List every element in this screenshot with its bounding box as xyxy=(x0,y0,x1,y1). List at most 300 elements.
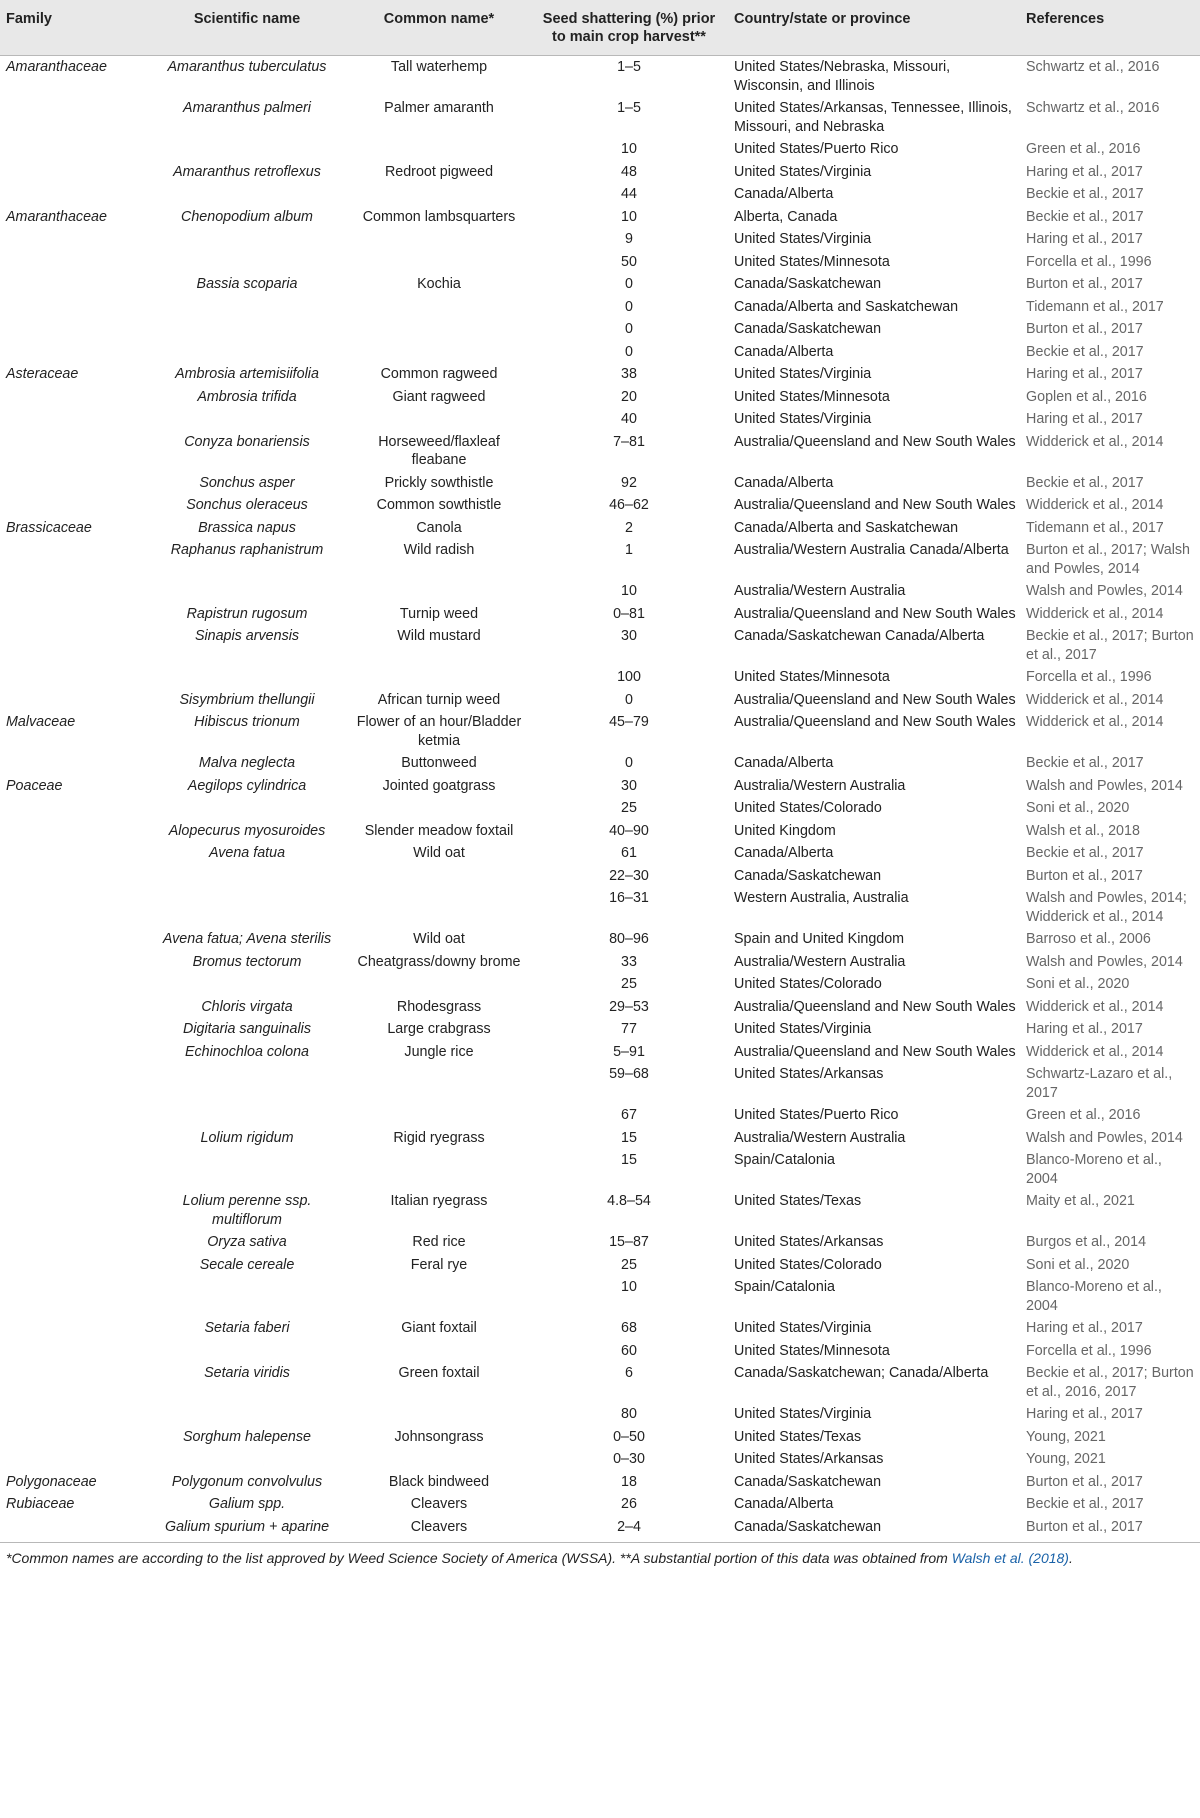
cell-country: Canada/Saskatchewan xyxy=(734,321,882,337)
cell-seed-shattering: 100 xyxy=(617,669,641,685)
cell-common-name xyxy=(348,251,528,274)
cell-seed-shattering: 48 xyxy=(621,163,637,180)
cell-country: Australia/Western Australia xyxy=(734,1129,906,1146)
table-body xyxy=(0,56,1200,1543)
cell-common-name xyxy=(348,1340,528,1363)
cell-family: Amaranthaceae xyxy=(6,208,107,225)
cell-reference[interactable]: Beckie et al., 2017; Burton et al., 2016, 2017 xyxy=(1026,1365,1194,1400)
cell-reference[interactable]: Haring et al., 2017 xyxy=(1026,1021,1143,1037)
table-row xyxy=(0,228,1200,251)
table-header xyxy=(0,0,1200,56)
cell-reference[interactable]: Walsh et al., 2018 xyxy=(1026,822,1140,839)
cell-scientific-name: Setaria faberi xyxy=(204,1320,290,1336)
cell-reference[interactable]: Burton et al., 2017 xyxy=(1026,1473,1143,1490)
cell-scientific-name xyxy=(144,865,348,888)
cell-seed-shattering: 1–5 xyxy=(617,59,641,75)
cell-reference[interactable]: Schwartz-Lazaro et al., 2017 xyxy=(1026,1066,1173,1101)
cell-scientific-name xyxy=(144,1276,348,1317)
table-row xyxy=(0,1127,1200,1150)
cell-country: United States/Virginia xyxy=(734,411,872,427)
cell-family xyxy=(0,689,144,712)
cell-scientific-name xyxy=(144,318,348,341)
table-row xyxy=(0,887,1200,928)
cell-family: Malvaceae xyxy=(6,714,76,730)
cell-seed-shattering: 38 xyxy=(621,366,637,382)
cell-reference[interactable]: Young, 2021 xyxy=(1026,1451,1106,1467)
cell-common-name: Giant foxtail xyxy=(401,1320,477,1336)
cell-common-name xyxy=(348,1104,528,1127)
cell-reference[interactable]: Blanco-Moreno et al., 2004 xyxy=(1026,1152,1162,1187)
cell-scientific-name: Avena fatua xyxy=(208,845,286,861)
cell-family xyxy=(0,183,144,206)
cell-seed-shattering: 10 xyxy=(621,1279,637,1295)
cell-country: Canada/Alberta xyxy=(734,474,834,491)
cell-reference[interactable]: Walsh and Powles, 2014; Widderick et al., 2014 xyxy=(1026,890,1187,925)
cell-scientific-name: Ambrosia trifida xyxy=(197,388,297,405)
cell-country: Canada/Saskatchewan xyxy=(734,276,882,292)
cell-seed-shattering: 25 xyxy=(621,800,637,816)
cell-seed-shattering: 1 xyxy=(625,542,633,558)
table-row xyxy=(0,1362,1200,1403)
cell-scientific-name: Secale cereale xyxy=(199,1256,295,1273)
cell-common-name xyxy=(348,1448,528,1471)
table-row xyxy=(0,1403,1200,1426)
cell-common-name xyxy=(348,318,528,341)
cell-common-name: Tall waterhemp xyxy=(390,59,488,75)
table-row xyxy=(0,273,1200,296)
cell-reference[interactable]: Haring et al., 2017 xyxy=(1026,366,1143,382)
table-row xyxy=(0,1426,1200,1449)
cell-reference[interactable]: Burton et al., 2017 xyxy=(1026,321,1143,337)
cell-family: Rubiaceae xyxy=(6,1496,75,1512)
cell-common-name xyxy=(348,183,528,206)
table-row xyxy=(0,494,1200,517)
cell-reference[interactable]: Beckie et al., 2017 xyxy=(1026,1496,1144,1512)
cell-reference[interactable]: Soni et al., 2020 xyxy=(1026,976,1130,992)
cell-scientific-name: Rapistrun rugosum xyxy=(186,605,308,622)
cell-reference[interactable]: Walsh and Powles, 2014 xyxy=(1026,777,1183,794)
cell-country: United States/Arkansas xyxy=(734,1451,884,1467)
cell-seed-shattering: 6 xyxy=(625,1365,633,1381)
table-row xyxy=(0,1018,1200,1041)
table-row xyxy=(0,341,1200,364)
cell-seed-shattering: 10 xyxy=(621,208,637,225)
cell-seed-shattering: 30 xyxy=(621,628,637,644)
cell-seed-shattering: 20 xyxy=(621,388,637,405)
cell-country: United States/Virginia xyxy=(734,1021,872,1037)
cell-family xyxy=(0,1340,144,1363)
cell-family xyxy=(0,842,144,865)
cell-reference[interactable]: Forcella et al., 1996 xyxy=(1026,1342,1152,1359)
cell-scientific-name xyxy=(144,251,348,274)
cell-scientific-name: Ambrosia artemisiifolia xyxy=(175,366,319,382)
header-country: Country/state or province xyxy=(728,0,1020,56)
footnote-end: . xyxy=(1068,1550,1073,1566)
cell-country: Canada/Alberta xyxy=(734,845,834,861)
cell-scientific-name xyxy=(144,797,348,820)
cell-seed-shattering: 2 xyxy=(625,519,633,536)
cell-reference[interactable]: Beckie et al., 2017 xyxy=(1026,845,1144,861)
cell-seed-shattering: 15–87 xyxy=(609,1234,649,1250)
cell-family xyxy=(0,996,144,1019)
cell-country: United States/Colorado xyxy=(734,976,882,992)
table-row xyxy=(0,580,1200,603)
cell-reference[interactable]: Green et al., 2016 xyxy=(1026,1107,1141,1123)
cell-seed-shattering: 80–96 xyxy=(609,931,649,947)
cell-reference[interactable]: Beckie et al., 2017 xyxy=(1026,343,1144,360)
cell-common-name: Red rice xyxy=(412,1234,466,1250)
cell-common-name xyxy=(348,865,528,888)
cell-family xyxy=(0,1426,144,1449)
cell-reference[interactable]: Walsh and Powles, 2014 xyxy=(1026,953,1183,970)
cell-common-name: Rigid ryegrass xyxy=(393,1129,485,1146)
cell-country: Australia/Western Australia Canada/Alberta xyxy=(734,542,1009,558)
cell-seed-shattering: 0 xyxy=(625,343,633,360)
cell-scientific-name xyxy=(144,296,348,319)
table-row xyxy=(0,517,1200,540)
cell-common-name: Italian ryegrass xyxy=(390,1193,488,1209)
cell-seed-shattering: 4.8–54 xyxy=(607,1193,651,1209)
table-row xyxy=(0,666,1200,689)
cell-reference[interactable]: Tidemann et al., 2017 xyxy=(1026,519,1164,536)
cell-family xyxy=(0,1448,144,1471)
cell-seed-shattering: 29–53 xyxy=(609,998,649,1015)
cell-family xyxy=(0,494,144,517)
cell-country: United States/Texas xyxy=(734,1428,862,1445)
cell-family xyxy=(0,228,144,251)
cell-reference[interactable]: Green et al., 2016 xyxy=(1026,141,1141,157)
cell-family xyxy=(0,797,144,820)
cell-reference[interactable]: Barroso et al., 2006 xyxy=(1026,931,1151,947)
table-row xyxy=(0,56,1200,98)
cell-country: Australia/Queensland and New South Wales xyxy=(734,714,1016,730)
cell-reference[interactable]: Schwartz et al., 2016 xyxy=(1026,59,1160,75)
table-row xyxy=(0,1104,1200,1127)
cell-scientific-name: Sorghum halepense xyxy=(183,1428,311,1445)
cell-common-name: Turnip weed xyxy=(399,605,479,622)
cell-country: Western Australia, Australia xyxy=(734,890,909,906)
cell-common-name: Common lambsquarters xyxy=(362,208,516,225)
cell-scientific-name xyxy=(144,341,348,364)
table-row xyxy=(0,1063,1200,1104)
cell-family xyxy=(0,666,144,689)
cell-seed-shattering: 9 xyxy=(625,231,633,247)
cell-seed-shattering: 0 xyxy=(625,691,633,708)
cell-country: Canada/Saskatchewan xyxy=(734,1518,882,1535)
table-row xyxy=(0,752,1200,775)
cell-family xyxy=(0,296,144,319)
cell-country: Canada/Saskatchewan; Canada/Alberta xyxy=(734,1365,989,1381)
table-row xyxy=(0,431,1200,472)
cell-common-name: Redroot pigweed xyxy=(384,163,494,180)
cell-common-name xyxy=(348,296,528,319)
cell-scientific-name xyxy=(144,1063,348,1104)
cell-scientific-name: Amaranthus tuberculatus xyxy=(167,59,327,75)
table-row xyxy=(0,1254,1200,1277)
cell-family xyxy=(0,625,144,666)
cell-common-name xyxy=(348,1403,528,1426)
cell-seed-shattering: 16–31 xyxy=(609,890,649,906)
table-row xyxy=(0,820,1200,843)
table-row xyxy=(0,318,1200,341)
cell-reference[interactable]: Beckie et al., 2017 xyxy=(1026,208,1144,225)
cell-reference[interactable]: Young, 2021 xyxy=(1026,1428,1106,1445)
cell-country: United States/Minnesota xyxy=(734,388,890,405)
cell-seed-shattering: 80 xyxy=(621,1406,637,1422)
table-row xyxy=(0,1149,1200,1190)
cell-seed-shattering: 92 xyxy=(621,474,637,491)
cell-family xyxy=(0,951,144,974)
cell-country: United States/Nebraska, Missouri, Wisconsin, and Illinois xyxy=(734,59,951,94)
header-family: Family xyxy=(0,0,144,56)
cell-family xyxy=(0,973,144,996)
cell-seed-shattering: 15 xyxy=(621,1129,637,1146)
cell-common-name xyxy=(348,228,528,251)
cell-reference[interactable]: Beckie et al., 2017; Burton et al., 2017 xyxy=(1026,628,1194,663)
cell-country: Australia/Western Australia xyxy=(734,777,906,794)
cell-scientific-name: Sinapis arvensis xyxy=(194,628,300,644)
cell-common-name: Kochia xyxy=(417,276,461,292)
cell-reference[interactable]: Widderick et al., 2014 xyxy=(1026,605,1164,622)
cell-seed-shattering: 25 xyxy=(621,1256,637,1273)
cell-reference[interactable]: Widderick et al., 2014 xyxy=(1026,497,1164,513)
cell-scientific-name: Avena fatua; Avena sterilis xyxy=(162,931,332,947)
table-row xyxy=(0,865,1200,888)
cell-common-name: Rhodesgrass xyxy=(396,998,482,1015)
cell-reference[interactable]: Walsh and Powles, 2014 xyxy=(1026,1129,1183,1146)
cell-reference[interactable]: Goplen et al., 2016 xyxy=(1026,388,1147,405)
cell-scientific-name: Aegilops cylindrica xyxy=(187,777,307,794)
cell-common-name: Buttonweed xyxy=(401,755,477,771)
cell-scientific-name: Galium spurium + aparine xyxy=(164,1518,330,1535)
cell-scientific-name: Lolium perenne ssp. multiflorum xyxy=(182,1193,312,1228)
cell-country: United States/Virginia xyxy=(734,1406,872,1422)
table-row xyxy=(0,711,1200,752)
cell-scientific-name: Sisymbrium thellungii xyxy=(179,691,315,708)
cell-reference[interactable]: Soni et al., 2020 xyxy=(1026,1256,1130,1273)
cell-family xyxy=(0,539,144,580)
cell-country: Australia/Queensland and New South Wales xyxy=(734,998,1016,1015)
cell-seed-shattering: 67 xyxy=(621,1107,637,1123)
cell-scientific-name: Polygonum convolvulus xyxy=(171,1473,323,1490)
cell-common-name: Cleavers xyxy=(410,1518,468,1535)
cell-common-name: Palmer amaranth xyxy=(384,100,494,116)
cell-country: United States/Colorado xyxy=(734,1256,882,1273)
cell-seed-shattering: 10 xyxy=(621,141,637,157)
cell-reference[interactable]: Burton et al., 2017 xyxy=(1026,1518,1143,1535)
cell-seed-shattering: 18 xyxy=(621,1473,637,1490)
cell-family xyxy=(0,1104,144,1127)
cell-country: United States/Minnesota xyxy=(734,253,890,270)
cell-country: United States/Minnesota xyxy=(734,1342,890,1359)
table-row xyxy=(0,472,1200,495)
cell-reference[interactable]: Haring et al., 2017 xyxy=(1026,1406,1143,1422)
cell-scientific-name xyxy=(144,228,348,251)
cell-reference[interactable]: Forcella et al., 1996 xyxy=(1026,253,1152,270)
table-row xyxy=(0,842,1200,865)
cell-seed-shattering: 0 xyxy=(625,321,633,337)
cell-family xyxy=(0,273,144,296)
cell-seed-shattering: 0–50 xyxy=(613,1428,645,1445)
cell-country: United States/Arkansas, Tennessee, Illinois, Missouri, and Nebraska xyxy=(734,100,1012,135)
cell-family xyxy=(0,1018,144,1041)
cell-seed-shattering: 50 xyxy=(621,253,637,270)
cell-common-name: Common ragweed xyxy=(380,366,498,382)
cell-reference[interactable]: Haring et al., 2017 xyxy=(1026,1320,1143,1336)
cell-reference[interactable]: Walsh and Powles, 2014 xyxy=(1026,583,1183,599)
cell-country: United States/Virginia xyxy=(734,231,872,247)
cell-scientific-name: Galium spp. xyxy=(208,1496,286,1512)
cell-country: Canada/Saskatchewan Canada/Alberta xyxy=(734,628,985,644)
table-row xyxy=(0,973,1200,996)
cell-reference[interactable]: Widderick et al., 2014 xyxy=(1026,714,1164,730)
header-row xyxy=(0,0,1200,56)
cell-country: United States/Minnesota xyxy=(734,669,890,685)
cell-country: Australia/Queensland and New South Wales xyxy=(734,433,1016,450)
cell-reference[interactable]: Tidemann et al., 2017 xyxy=(1026,298,1164,315)
cell-scientific-name: Brassica napus xyxy=(198,519,296,536)
cell-seed-shattering: 40 xyxy=(621,411,637,427)
cell-common-name: Large crabgrass xyxy=(387,1021,491,1037)
cell-country: Spain and United Kingdom xyxy=(734,931,905,947)
table-row xyxy=(0,1190,1200,1231)
cell-family xyxy=(0,603,144,626)
cell-scientific-name: Amaranthus palmeri xyxy=(183,100,311,116)
cell-country: United States/Virginia xyxy=(734,163,872,180)
cell-country: United States/Puerto Rico xyxy=(734,1107,899,1123)
cell-reference[interactable]: Forcella et al., 1996 xyxy=(1026,669,1152,685)
cell-reference[interactable]: Soni et al., 2020 xyxy=(1026,800,1130,816)
cell-country: United States/Virginia xyxy=(734,1320,872,1336)
cell-reference[interactable]: Beckie et al., 2017 xyxy=(1026,755,1144,771)
cell-scientific-name xyxy=(144,1340,348,1363)
table-row xyxy=(0,1493,1200,1516)
cell-common-name xyxy=(348,580,528,603)
cell-reference[interactable]: Widderick et al., 2014 xyxy=(1026,433,1164,450)
cell-common-name: Canola xyxy=(416,519,462,536)
cell-family xyxy=(0,431,144,472)
cell-reference[interactable]: Schwartz et al., 2016 xyxy=(1026,100,1160,116)
cell-reference[interactable]: Burton et al., 2017 xyxy=(1026,276,1143,292)
cell-family xyxy=(0,1362,144,1403)
cell-common-name xyxy=(348,1276,528,1317)
cell-country: Canada/Saskatchewan xyxy=(734,867,882,884)
cell-common-name: Horseweed/flaxleaf fleabane xyxy=(378,433,500,468)
cell-scientific-name: Amaranthus retroflexus xyxy=(173,163,321,180)
cell-common-name xyxy=(348,408,528,431)
cell-country: Alberta, Canada xyxy=(734,208,838,225)
cell-family xyxy=(0,1403,144,1426)
cell-country: Canada/Alberta and Saskatchewan xyxy=(734,298,959,315)
cell-seed-shattering: 15 xyxy=(621,1152,637,1168)
cell-country: United States/Puerto Rico xyxy=(734,141,899,157)
cell-reference[interactable]: Burgos et al., 2014 xyxy=(1026,1234,1147,1250)
cell-reference[interactable]: Burton et al., 2017 xyxy=(1026,867,1143,884)
cell-reference[interactable]: Haring et al., 2017 xyxy=(1026,231,1143,247)
cell-seed-shattering: 0 xyxy=(625,276,633,292)
cell-common-name: Black bindweed xyxy=(388,1473,490,1490)
cell-family: Brassicaceae xyxy=(6,519,92,536)
cell-reference[interactable]: Maity et al., 2021 xyxy=(1026,1193,1135,1209)
header-common-name: Common name* xyxy=(348,0,528,56)
cell-scientific-name: Setaria viridis xyxy=(204,1365,290,1381)
cell-common-name: Common sowthistle xyxy=(376,497,502,513)
cell-common-name: Jointed goatgrass xyxy=(382,777,496,794)
cell-country: United States/Virginia xyxy=(734,366,872,382)
table-row xyxy=(0,928,1200,951)
cell-country: United States/Texas xyxy=(734,1193,862,1209)
cell-reference[interactable]: Burton et al., 2017; Walsh and Powles, 2014 xyxy=(1026,542,1190,577)
table-row xyxy=(0,539,1200,580)
cell-seed-shattering: 0 xyxy=(625,755,633,771)
header-references: References xyxy=(1020,0,1200,56)
cell-reference[interactable]: Widderick et al., 2014 xyxy=(1026,1043,1164,1060)
table-row xyxy=(0,689,1200,712)
cell-common-name: Giant ragweed xyxy=(392,388,486,405)
cell-reference[interactable]: Widderick et al., 2014 xyxy=(1026,691,1164,708)
cell-reference[interactable]: Beckie et al., 2017 xyxy=(1026,186,1144,202)
cell-country: Australia/Western Australia xyxy=(734,953,906,970)
cell-common-name xyxy=(348,973,528,996)
cell-common-name: Jungle rice xyxy=(404,1043,474,1060)
cell-family: Poaceae xyxy=(6,777,63,794)
cell-scientific-name: Chenopodium album xyxy=(181,208,313,225)
cell-scientific-name xyxy=(144,666,348,689)
cell-scientific-name xyxy=(144,408,348,431)
cell-common-name xyxy=(348,797,528,820)
cell-country: Australia/Western Australia xyxy=(734,583,906,599)
cell-reference[interactable]: Widderick et al., 2014 xyxy=(1026,998,1164,1015)
cell-family xyxy=(0,820,144,843)
cell-common-name: Wild mustard xyxy=(397,628,481,644)
cell-family: Amaranthaceae xyxy=(6,59,107,75)
cell-seed-shattering: 30 xyxy=(621,777,637,794)
cell-scientific-name xyxy=(144,887,348,928)
cell-common-name: Wild oat xyxy=(413,931,465,947)
cell-reference[interactable]: Haring et al., 2017 xyxy=(1026,411,1143,427)
cell-reference[interactable]: Blanco-Moreno et al., 2004 xyxy=(1026,1279,1162,1314)
cell-country: Australia/Queensland and New South Wales xyxy=(734,691,1016,708)
cell-seed-shattering: 1–5 xyxy=(617,100,641,116)
table-row xyxy=(0,1471,1200,1494)
cell-scientific-name xyxy=(144,1104,348,1127)
cell-common-name: Slender meadow foxtail xyxy=(364,822,514,839)
cell-reference[interactable]: Beckie et al., 2017 xyxy=(1026,474,1144,491)
cell-scientific-name: Malva neglecta xyxy=(198,755,296,771)
cell-scientific-name: Bromus tectorum xyxy=(192,953,302,970)
cell-scientific-name xyxy=(144,1403,348,1426)
cell-common-name: Feral rye xyxy=(410,1256,468,1273)
footnote-reference-link[interactable]: Walsh et al. (2018) xyxy=(951,1550,1069,1566)
table-row xyxy=(0,1516,1200,1543)
cell-common-name: Flower of an hour/Bladder ketmia xyxy=(356,714,522,749)
table-row xyxy=(0,386,1200,409)
table-row xyxy=(0,97,1200,138)
cell-family xyxy=(0,865,144,888)
cell-country: United Kingdom xyxy=(734,822,836,839)
cell-seed-shattering: 26 xyxy=(621,1496,637,1512)
cell-scientific-name: Digitaria sanguinalis xyxy=(183,1021,311,1037)
cell-country: Canada/Alberta xyxy=(734,755,834,771)
cell-family: Asteraceae xyxy=(6,366,79,382)
cell-family xyxy=(0,138,144,161)
cell-common-name: Wild radish xyxy=(403,542,475,558)
cell-seed-shattering: 0–81 xyxy=(613,605,645,622)
cell-reference[interactable]: Haring et al., 2017 xyxy=(1026,163,1143,180)
cell-scientific-name: Hibiscus trionum xyxy=(194,714,300,730)
cell-seed-shattering: 59–68 xyxy=(609,1066,649,1082)
cell-common-name xyxy=(348,1149,528,1190)
